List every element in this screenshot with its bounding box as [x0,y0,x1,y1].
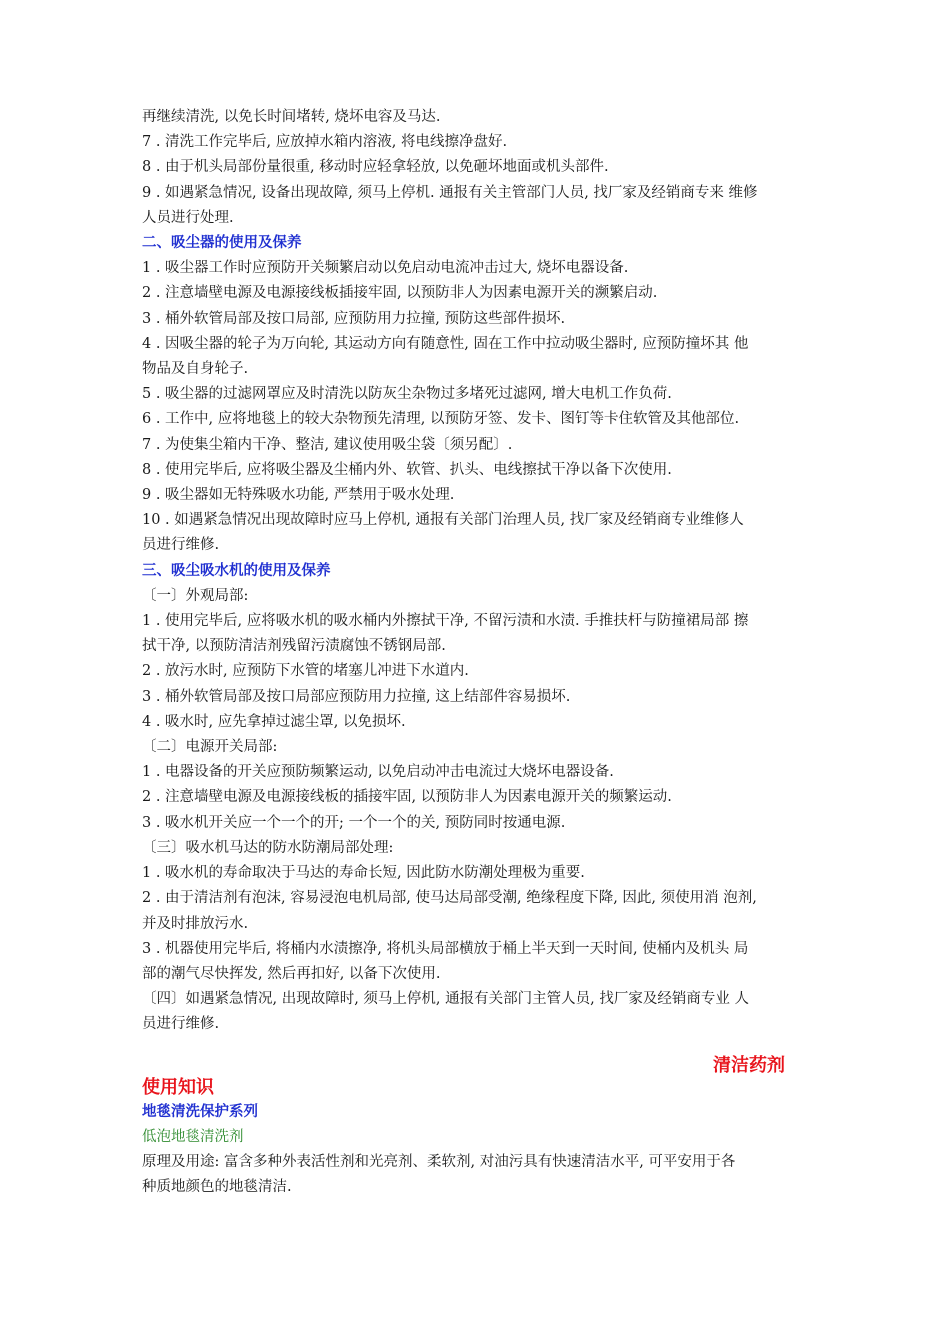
document-page [142,105,810,1200]
text-line: 6 . 工作中, 应将地毯上的较大杂物预先清理, 以预防牙签、发卡、图钉等卡住软管及其他部位. [142,411,740,428]
text-line: 3 . 桶外软管局部及按口局部应预防用力拉撞, 这上结部件容易损坏. [142,688,571,705]
text-line: 3 . 机器使用完毕后, 将桶内水渍擦净, 将机头局部横放于桶上半天到一天时间, 使桶内及机头 局 [142,940,749,957]
section-heading: 二、吸尘器的使用及保养 [142,235,302,252]
product-heading: 低泡地毯清洗剂 [142,1128,244,1145]
text-line: 1 . 电器设备的开关应预防频繁运动, 以免启动冲击电流过大烧坏电器设备. [142,764,614,781]
text-line: 9 . 吸尘器如无特殊吸水功能, 严禁用于吸水处理. [142,487,455,504]
text-line: 〔一〕外观局部: [142,587,249,604]
text-line: 2 . 注意墙壁电源及电源接线板的插接牢固, 以预防非人为因素电源开关的频繁运动. [142,789,672,806]
text-line: 并及时排放污水. [142,915,249,932]
text-line: 7 . 为使集尘箱内干净、整洁, 建议使用吸尘袋〔须另配〕. [142,436,513,453]
text-line: 部的潮气尽快挥发, 然后再扣好, 以备下次使用. [142,965,441,982]
text-line: 〔三〕吸水机马达的防水防潮局部处理: [142,839,394,856]
text-line: 7 . 清洗工作完毕后, 应放掉水箱内溶液, 将电线擦净盘好. [142,134,508,151]
text-line: 8 . 由于机头局部份量很重, 移动时应轻拿轻放, 以免砸坏地面或机头部件. [142,159,609,176]
text-line: 种质地颜色的地毯清洁. [142,1179,292,1196]
text-line: 5 . 吸尘器的过滤网罩应及时清洗以防灰尘杂物过多堵死过滤网, 增大电机工作负荷. [142,386,672,403]
text-line: 人员进行处理. [142,209,234,226]
intro-block [142,105,810,231]
text-line: 〔四〕如遇紧急情况, 出现故障时, 须马上停机, 通报有关部门主管人员, 找厂家及经销商专业 人 [142,991,749,1008]
text-line: 原理及用途: 富含多种外表活性剂和光亮剂、柔软剂, 对油污具有快速清洁水平, 可平安用于各 [142,1153,736,1170]
text-line: 1 . 使用完毕后, 应将吸水机的吸水桶内外擦拭干净, 不留污渍和水渍. 手推扶杆与防撞裙局部 擦 [142,613,749,630]
text-line: 1 . 吸水机的寿命取决于马达的寿命长短, 因此防水防潮处理极为重要. [142,865,585,882]
text-line: 2 . 由于清洁剂有泡沫, 容易浸泡电机局部, 使马达局部受潮, 绝缘程度下降, 因此, 须使用消 泡剂, [142,890,757,907]
text-line: 物品及自身轮子. [142,361,249,378]
text-line: 2 . 注意墙壁电源及电源接线板插接牢固, 以预防非人为因素电源开关的濒繁启动. [142,285,658,302]
text-line: 4 . 因吸尘器的轮子为万向轮, 其运动方向有随意性, 固在工作中拉动吸尘器时, 应预防撞坏其 他 [142,335,749,352]
text-line: 8 . 使用完毕后, 应将吸尘器及尘桶内外、软管、扒头、电线擦拭干净以备下次使用. [142,461,672,478]
text-line: 3 . 桶外软管局部及按口局部, 应预防用力拉撞, 预防这些部件损坏. [142,310,566,327]
series-heading: 地毯清洗保护系列 [142,1103,258,1120]
text-line: 再继续清洗, 以免长时间堵转, 烧坏电容及马达. [142,109,441,125]
section-vacuum-cleaner [142,231,810,559]
text-line: 9 . 如遇紧急情况, 设备出现故障, 须马上停机. 通报有关主管部门人员, 找厂家及经销商专来 维修 [142,184,758,201]
text-line: 2 . 放污水时, 应预防下水管的堵塞儿冲进下水道内. [142,663,469,680]
text-line: 员进行维修. [142,1016,220,1033]
section-heading: 三、吸尘吸水机的使用及保养 [142,562,331,579]
chapter-title-part2: 使用知识 [142,1076,214,1098]
text-line: 4 . 吸水时, 应先拿掉过滤尘罩, 以免损坏. [142,713,406,730]
text-line: 员进行维修. [142,537,220,554]
text-line: 〔二〕电源开关局部: [142,739,278,756]
text-line: 3 . 吸水机开关应一个一个的开; 一个一个的关, 预防同时按通电源. [142,814,566,831]
text-line: 1 . 吸尘器工作时应预防开关频繁启动以免启动电流冲击过大, 烧坏电器设备. [142,260,629,277]
text-line: 拭干净, 以预防清洁剂残留污渍腐蚀不锈钢局部. [142,638,446,655]
section-wet-dry-vacuum [142,559,810,1038]
text-line: 10 . 如遇紧急情况出现故障时应马上停机, 通报有关部门治理人员, 找厂家及经销商专业维修人 [142,512,744,529]
chapter-title-part1: 清洁药剂 [713,1054,785,1076]
